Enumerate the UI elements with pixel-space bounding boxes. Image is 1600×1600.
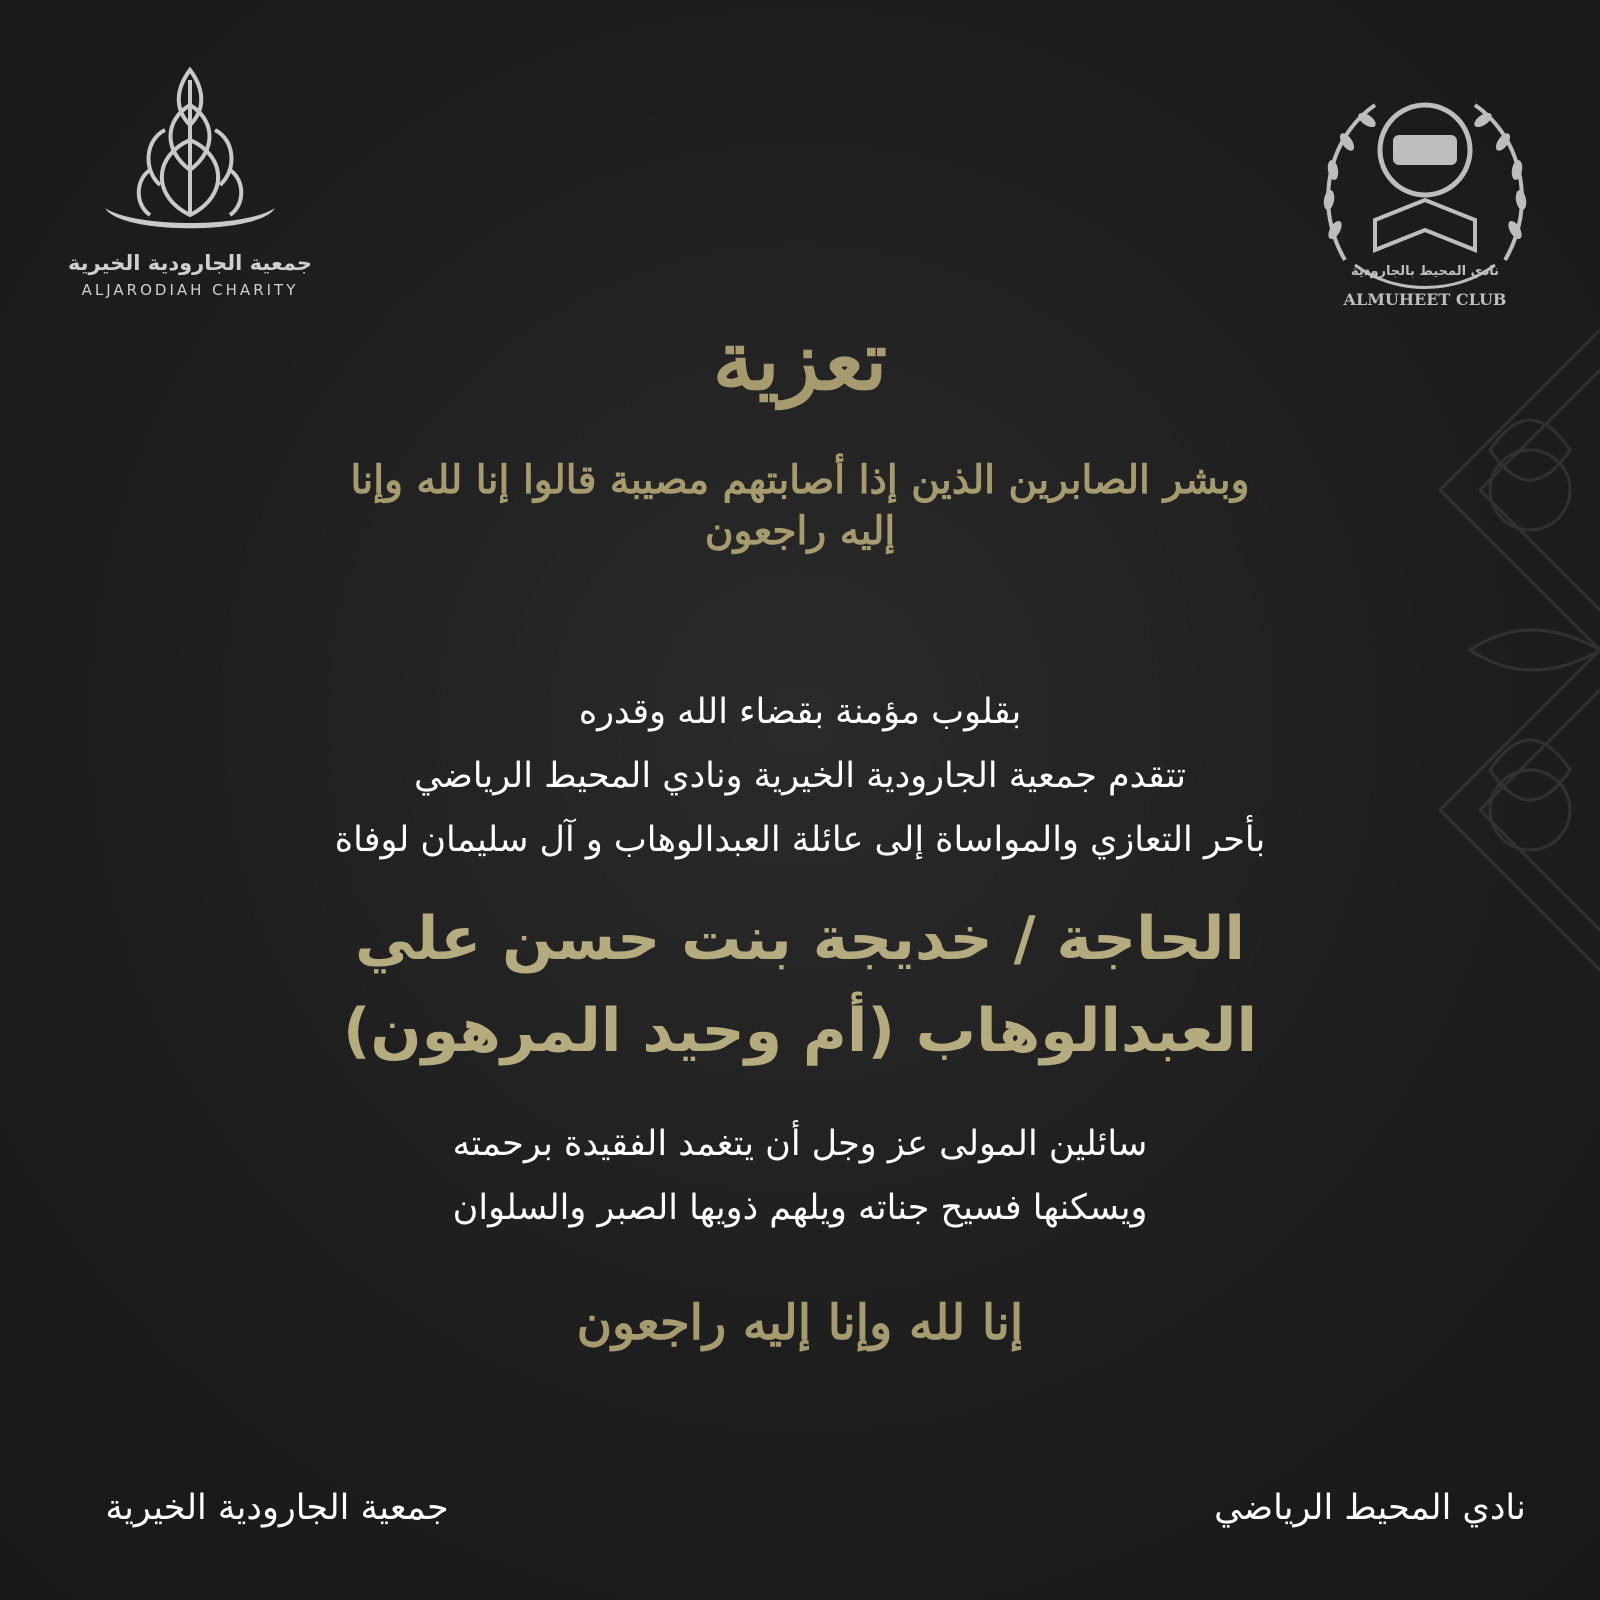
intro-line: بقلوب مؤمنة بقضاء الله وقدره	[578, 692, 1022, 732]
prayer-line: سائلين المولى عز وجل أن يتغمد الفقيدة برحمته	[452, 1124, 1148, 1164]
intro-text	[0, 680, 1600, 872]
laurel-seal-icon	[1305, 80, 1545, 320]
deceased-name-line: الحاجة / خديجة بنت حسن علي	[355, 904, 1245, 974]
club-english-name: ALMUHEET CLUB	[1343, 290, 1507, 309]
intro-line: تتقدم جمعية الجارودية الخيرية ونادي المحيط الرياضي	[413, 756, 1187, 796]
wheat-bowl-icon	[95, 60, 285, 245]
page-title: تعزية	[712, 313, 888, 409]
quran-verse: وبشر الصابرين الذين إذا أصابتهم مصيبة قالوا إنا لله وإنا إليه راجعون	[350, 457, 1250, 554]
prayer-line: ويسكنها فسيح جناته ويلهم ذويها الصبر والسلوان	[452, 1188, 1148, 1228]
aljarodiah-charity-logo	[55, 60, 325, 320]
club-arabic-name: نادي المحيط بالجارودية	[1351, 264, 1499, 279]
charity-arabic-name: جمعية الجارودية الخيرية	[67, 251, 313, 275]
footer-club-name: نادي المحيط الرياضي	[1214, 1488, 1526, 1528]
almuheet-club-logo	[1305, 80, 1545, 320]
charity-english-name: ALJARODIAH CHARITY	[81, 281, 299, 299]
closing-calligraphy: إنا لله وإنا إليه راجعون	[576, 1295, 1024, 1351]
footer-charity-name: جمعية الجارودية الخيرية	[105, 1488, 449, 1528]
deceased-name-line: العبدالوهاب (أم وحيد المرهون)	[342, 996, 1258, 1066]
prayer-text	[0, 1112, 1600, 1240]
intro-line: بأحر التعازي والمواساة إلى عائلة العبدالوهاب و آل سليمان لوفاة	[334, 820, 1266, 860]
deceased-name	[0, 893, 1600, 1077]
